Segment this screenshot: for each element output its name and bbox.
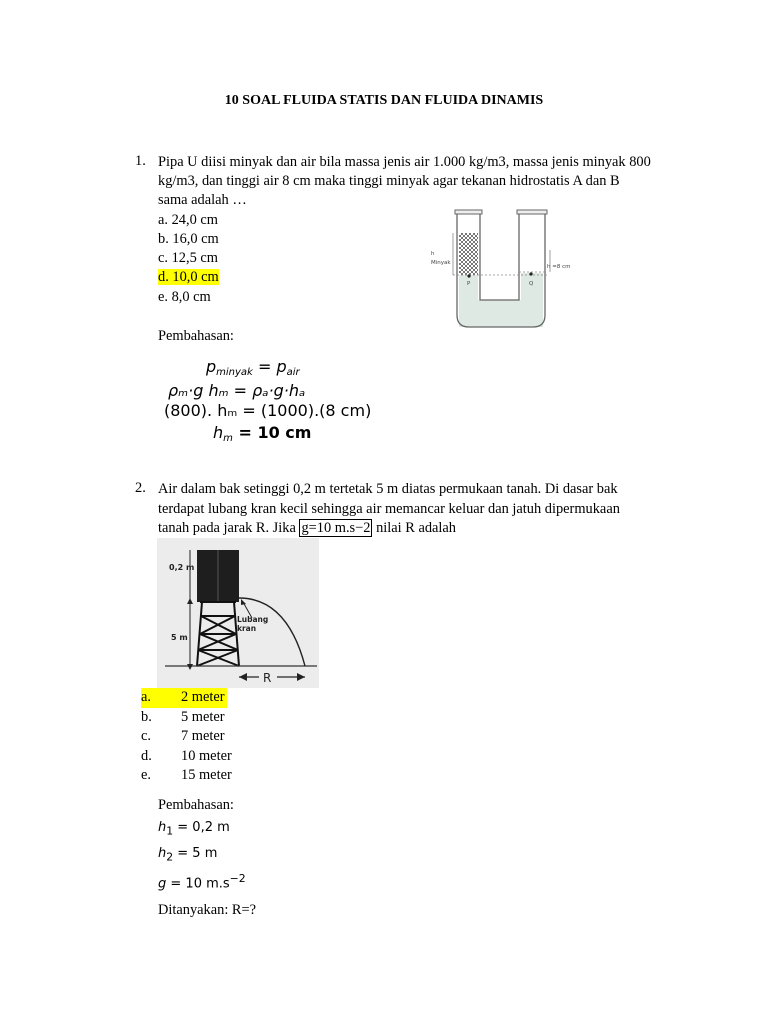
solution-line4: hm = 10 cm — [213, 423, 312, 444]
q1-text-line: sama adalah … — [158, 192, 247, 208]
q2-number: 2. — [135, 480, 146, 496]
label-P: P — [467, 281, 471, 287]
q2-option-c: c. 7 meter — [141, 728, 225, 744]
q2-option-e: e. 15 meter — [141, 767, 232, 783]
water-tower-figure — [157, 538, 319, 688]
q2-text-line: tanah pada jarak R. Jika g=10 m.s−2 nilai R adalah — [158, 520, 457, 536]
q2-option-b: b. 5 meter — [141, 708, 225, 725]
label-h: h — [431, 251, 435, 257]
label-0-2m: 0,2 m — [169, 563, 195, 572]
page-title: 10 SOAL FLUIDA STATIS DAN FLUIDA DINAMIS — [224, 93, 544, 108]
q1-option-d-correct — [158, 268, 219, 288]
q2-text-line: Air dalam bak setinggi 0,2 m tertetak 5 m diatas permukaan tanah. Di dasar bak — [158, 481, 618, 497]
label-kran: kran — [237, 624, 257, 633]
label-5m: 5 m — [171, 633, 188, 642]
q2-asked: Ditanyakan: R=? — [158, 902, 257, 918]
q2-text-line: terdapat lubang kran kecil sehingga air memancar keluar dan jatuh dipermukaan — [158, 501, 620, 517]
q1-text-line: Pipa U diisi minyak dan air bila massa jenis air 1.000 kg/m3, massa jenis minyak 800 — [158, 154, 651, 170]
q1-pembahasan-label: Pembahasan: — [158, 328, 234, 344]
boxed-gravity: g=10 m.s−2 — [301, 520, 371, 536]
q1-option-b: b. 16,0 cm — [158, 231, 219, 247]
solution-line2: ρₘ·g hₘ = ρₐ·g·hₐ — [168, 381, 306, 400]
label-lubang: Lubang — [237, 615, 269, 624]
q1-option-c: c. 12,5 cm — [158, 250, 218, 266]
q1-solution-math — [158, 354, 388, 448]
q1-option-e: e. 8,0 cm — [158, 289, 211, 305]
label-h-8cm: h =8 cm — [547, 264, 571, 270]
q2-options — [141, 688, 232, 786]
solution-line3: (800). hₘ = (1000).(8 cm) — [164, 401, 372, 420]
q2-pembahasan-label: Pembahasan: — [158, 797, 234, 813]
given-g: g = 10 $m.s^{-2}$ — [158, 872, 246, 892]
q2-option-a-correct: a. 2 meter — [141, 688, 232, 708]
solution-line1: pminyak = pair — [206, 357, 300, 378]
label-R: R — [263, 671, 272, 685]
given-h2: $h_2 = 5$ m — [158, 846, 218, 864]
q1-number: 1. — [135, 153, 146, 169]
q2-option-d: d. 10 meter — [141, 747, 232, 764]
label-Q: Q — [529, 281, 534, 287]
q1-option-a: a. 24,0 cm — [158, 212, 218, 228]
given-h1: $h_1 = 0,2$ m — [158, 820, 230, 838]
oil-column — [459, 233, 478, 275]
u-tube-figure — [425, 205, 585, 330]
highlighted-answer: d. 10,0 cm — [158, 269, 219, 285]
label-minyak: Minyak — [431, 260, 451, 266]
water-bottom — [459, 300, 543, 327]
q1-text-line: kg/m3, dan tinggi air 8 cm maka tinggi minyak agar tekanan hidrostatis A dan B — [158, 173, 620, 189]
